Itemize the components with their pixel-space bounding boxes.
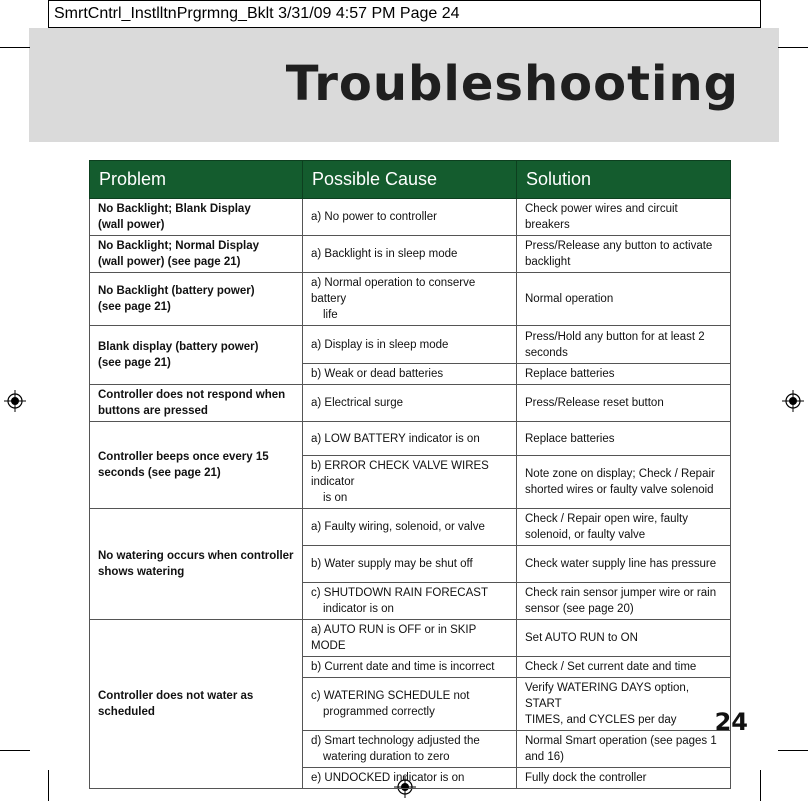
cell-line: a) Electrical surge: [311, 397, 404, 409]
cell-line: scheduled: [98, 706, 155, 718]
problem-cell: [90, 509, 303, 620]
cell-line: seconds: [525, 346, 568, 359]
crop-mark: [778, 750, 808, 751]
page-title: Troubleshooting: [285, 56, 739, 112]
cell-line: Press/Hold any button for at least 2: [525, 330, 705, 343]
crop-mark: [48, 770, 49, 801]
cause-cell: [303, 273, 517, 326]
solution-cell: [517, 422, 731, 456]
cell-line: sensor (see page 20): [525, 603, 634, 615]
cause-cell: [303, 364, 517, 385]
cause-cell: [303, 657, 517, 678]
table-row: [90, 236, 731, 273]
cause-cell: [303, 546, 517, 583]
cell-line: b) Water supply may be shut off: [311, 558, 473, 570]
cause-cell: [303, 620, 517, 657]
cell-line: b) Weak or dead batteries: [311, 368, 444, 380]
cell-line: b) Current date and time is incorrect: [311, 661, 495, 673]
problem-cell: [90, 385, 303, 422]
solution-cell: [517, 768, 731, 789]
crop-mark: [760, 770, 761, 801]
cell-line: programmed correctly: [323, 706, 435, 718]
cause-cell: [303, 678, 517, 731]
problem-cell: [90, 273, 303, 326]
solution-cell: [517, 583, 731, 620]
cause-cell: [303, 236, 517, 273]
cell-line: No Backlight (battery power): [98, 285, 255, 297]
solution-cell: [517, 236, 731, 273]
cell-line: (see page 21): [98, 357, 171, 369]
solution-cell: [517, 657, 731, 678]
cell-line: Replace batteries: [525, 368, 615, 380]
troubleshooting-table: [89, 160, 731, 789]
solution-cell: [517, 678, 731, 731]
print-slug: SmrtCntrl_InstlltnPrgrmng_Bklt 3/31/09 4:57 PM Page 24: [48, 0, 761, 28]
problem-cell: [90, 236, 303, 273]
registration-mark-icon: [782, 390, 804, 412]
cell-line: e) UNDOCKED indicator is on: [311, 772, 465, 784]
solution-cell: [517, 509, 731, 546]
header-problem: Problem: [90, 161, 303, 199]
cell-line: TIMES, and CYCLES per day: [525, 714, 677, 726]
cause-cell: [303, 731, 517, 768]
solution-cell: [517, 199, 731, 236]
cell-line: (see page 21): [98, 301, 171, 313]
cell-line: Check / Repair open wire, faulty: [525, 513, 688, 525]
cell-line: a) Display is in sleep mode: [311, 338, 449, 351]
cell-line: Note zone on display; Check / Repair: [525, 468, 715, 480]
problem-cell: [90, 326, 303, 385]
solution-cell: [517, 731, 731, 768]
crop-mark: [0, 750, 30, 751]
cell-line: Check rain sensor jumper wire or rain: [525, 587, 717, 599]
cause-cell: [303, 385, 517, 422]
header-possible-cause: Possible Cause: [303, 161, 517, 199]
cell-line: a) LOW BATTERY indicator is on: [311, 432, 480, 445]
cell-line: Check / Set current date and time: [525, 661, 697, 673]
table-row: [90, 273, 731, 326]
page-number: 24: [714, 708, 748, 736]
cause-cell: [303, 456, 517, 509]
solution-cell: [517, 456, 731, 509]
cell-line: Normal operation: [525, 293, 614, 305]
cell-line: Check water supply line has pressure: [525, 558, 717, 570]
header-solution: Solution: [517, 161, 731, 199]
cell-line: Replace batteries: [525, 432, 615, 445]
cell-line: Verify WATERING DAYS option, START: [525, 682, 690, 710]
table-row: [90, 326, 731, 364]
cell-line: a) Faulty wiring, solenoid, or valve: [311, 521, 485, 533]
cell-line: Check power wires and circuit breakers: [525, 203, 678, 231]
cell-line: backlight: [525, 256, 571, 268]
cell-line: buttons are pressed: [98, 405, 208, 417]
table-row: [90, 422, 731, 456]
cell-line: watering duration to zero: [323, 751, 450, 763]
problem-cell: [90, 199, 303, 236]
solution-cell: [517, 620, 731, 657]
table-header-row: [90, 161, 731, 199]
cell-line: No watering occurs when controller: [98, 550, 294, 562]
cell-line: Normal Smart operation (see pages 1: [525, 735, 717, 747]
cell-line: shorted wires or faulty valve solenoid: [525, 484, 714, 496]
cell-line: a) AUTO RUN is OFF or in SKIP MODE: [311, 624, 477, 652]
solution-cell: [517, 273, 731, 326]
title-banner: [29, 28, 779, 142]
cell-line: indicator is on: [323, 603, 394, 615]
cause-cell: [303, 768, 517, 789]
cell-line: b) ERROR CHECK VALVE WIRES indicator: [311, 460, 489, 488]
cell-line: c) WATERING SCHEDULE not: [311, 690, 470, 702]
cell-line: shows watering: [98, 566, 185, 578]
cell-line: Set AUTO RUN to ON: [525, 632, 638, 644]
cell-line: (wall power) (see page 21): [98, 256, 241, 268]
cell-line: a) No power to controller: [311, 211, 437, 223]
cell-line: No Backlight; Blank Display: [98, 203, 251, 215]
cell-line: and 16): [525, 751, 565, 763]
cell-line: a) Backlight is in sleep mode: [311, 248, 458, 260]
cell-line: c) SHUTDOWN RAIN FORECAST: [311, 587, 488, 599]
solution-cell: [517, 385, 731, 422]
cause-cell: [303, 422, 517, 456]
cause-cell: [303, 326, 517, 364]
cell-line: d) Smart technology adjusted the: [311, 735, 480, 747]
crop-mark: [0, 47, 30, 48]
solution-cell: [517, 364, 731, 385]
cell-line: Controller does not respond when: [98, 389, 286, 401]
cell-line: No Backlight; Normal Display: [98, 240, 260, 252]
cell-line: solenoid, or faulty valve: [525, 529, 646, 541]
solution-cell: [517, 546, 731, 583]
cell-line: Press/Release reset button: [525, 397, 664, 409]
cell-line: is on: [323, 492, 348, 504]
cell-line: Controller beeps once every 15: [98, 451, 269, 463]
table-row: [90, 199, 731, 236]
table-row: [90, 620, 731, 657]
cell-line: Controller does not water as: [98, 690, 254, 702]
registration-mark-icon: [4, 390, 26, 412]
cause-cell: [303, 509, 517, 546]
cell-line: Press/Release any button to activate: [525, 240, 713, 252]
cell-line: life: [323, 309, 338, 321]
cause-cell: [303, 583, 517, 620]
problem-cell: [90, 620, 303, 789]
table-row: [90, 509, 731, 546]
cause-cell: [303, 199, 517, 236]
cell-line: seconds (see page 21): [98, 467, 221, 479]
cell-line: Blank display (battery power): [98, 341, 259, 353]
crop-mark: [778, 47, 808, 48]
solution-cell: [517, 326, 731, 364]
table-body: [90, 199, 731, 789]
table-row: [90, 385, 731, 422]
cell-line: (wall power): [98, 219, 165, 231]
cell-line: Fully dock the controller: [525, 772, 647, 784]
problem-cell: [90, 422, 303, 509]
cell-line: a) Normal operation to conserve battery: [311, 277, 476, 305]
